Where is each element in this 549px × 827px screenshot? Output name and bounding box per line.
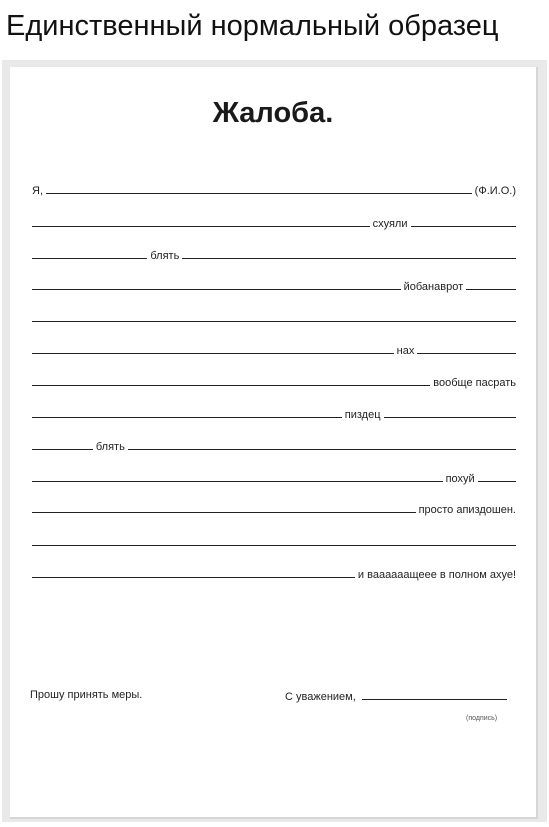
form-row-word: просто апиздошен. [418,504,516,516]
form-row-word: схуяли [372,218,408,230]
fill-line [417,353,516,354]
fill-line [46,193,472,194]
fill-line [32,289,401,290]
form-row [32,339,516,357]
fill-line [32,577,355,578]
form-row [32,212,516,230]
fill-line [478,481,516,482]
fill-line [32,258,147,259]
fill-line [411,226,517,227]
form-row-word: нах [396,345,415,357]
form-row-blank [32,531,516,549]
form-row-word: йобанаврот [403,281,464,293]
form-row-word: и ваааааащеее в полном ахуе! [357,569,516,581]
signature-block [285,687,507,703]
fill-line [32,353,394,354]
fill-line [32,545,516,546]
fill-line [128,449,516,450]
fill-line [32,226,370,227]
form-row [32,435,516,453]
fill-line [32,449,93,450]
signature-line [362,699,507,700]
fill-line [32,481,443,482]
fill-line [384,417,516,418]
form-row [32,467,516,485]
fill-line [32,512,416,513]
fill-line [32,321,516,322]
form-row [32,563,516,581]
form-row-fio [32,179,516,197]
fill-line [32,417,342,418]
form-row [32,275,516,293]
form-row-blank [32,307,516,325]
form-row-suffix: (Ф.И.О.) [474,185,516,197]
form-title: Жалоба. [212,97,334,129]
signature-caption: (подпись) [466,715,498,722]
form-row-prefix: Я, [32,185,43,197]
regards-text: С уважением, [285,691,356,703]
image-caption: Единственный нормальный образец [6,10,499,42]
form-row [32,403,516,421]
form-row-word: пиздец [344,409,381,421]
form-row [32,244,516,262]
form-row [32,498,516,516]
complaint-form-sheet [10,67,538,819]
form-row-word: похуй [445,473,475,485]
fill-line [32,385,430,386]
request-text: Прошу принять меры. [30,689,143,701]
form-row [32,371,516,389]
fill-line [182,258,516,259]
fill-line [466,289,516,290]
form-row-word: блять [150,250,180,262]
form-row-word: вообще пасрать [433,377,516,389]
form-row-word: блять [95,441,125,453]
